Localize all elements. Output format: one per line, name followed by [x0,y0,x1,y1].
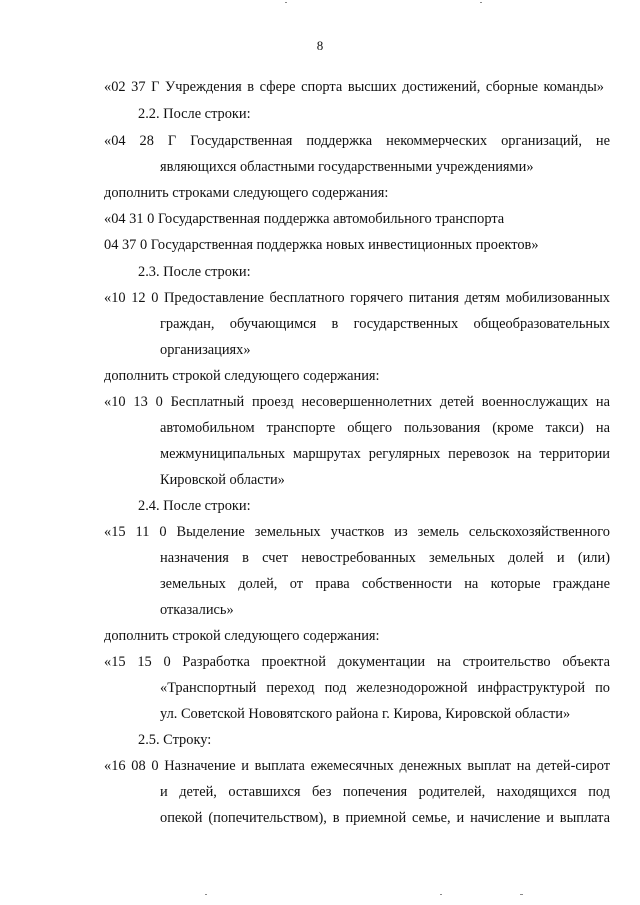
scan-artifact-bottom [520,894,523,895]
text-line: и детей, оставшихся без попечения родителей, находящихся под [160,784,610,800]
supplement-instruction [104,623,380,649]
text-line: 2.4. После строки: [138,498,251,514]
text-line: граждан, обучающимся в государственных общеобразовательных [160,316,610,332]
text-line: 2.5. Строку: [138,732,212,748]
paragraph-code-1013 [104,389,610,415]
page-number: 8 [316,38,324,53]
text-line: организациях» [160,342,251,358]
item-2-5-heading [138,727,211,753]
text-line: опекой (попечительством), в приемной семье, и начисление и выплата [160,810,610,826]
text-line: автомобильном транспорте общего пользования (кроме такси) на [160,420,610,436]
paragraph-code-1608 [104,753,610,779]
text-line: дополнить строкой следующего содержания: [104,628,380,644]
text-line: отказались» [160,602,234,618]
text-line: «15 15 0 Разработка проектной документации на строительство объекта [104,654,610,670]
paragraph-code-0428 [104,128,610,154]
text-line: «Транспортный переход под железнодорожной инфраструктурой по [160,680,610,696]
paragraph-code-1013-cont [160,415,610,493]
scan-artifact-top [285,2,287,3]
paragraph-code-0237 [104,74,604,100]
text-line: «10 13 0 Бесплатный проезд несовершеннолетних детей военнослужащих на [104,394,610,410]
paragraph-code-0428-cont [160,154,534,180]
paragraph-code-1012 [104,285,610,311]
scan-artifact-top [480,2,482,3]
text-line: ул. Советской Нововятского района г. Кирова, Кировской области» [160,706,571,722]
text-line: являющихся областными государственными учреждениями» [160,159,534,175]
text-line: 2.2. После строки: [138,106,251,122]
text-line: «04 28 Г Государственная поддержка некоммерческих организаций, не [104,133,610,149]
item-2-2-heading [138,101,251,127]
paragraph-code-1515 [104,649,610,675]
text-line: «15 11 0 Выделение земельных участков из земель сельскохозяйственного [104,524,610,540]
text-line: дополнить строками следующего содержания: [104,185,389,201]
paragraph-code-1511 [104,519,610,545]
text-line: «16 08 0 Назначение и выплата ежемесячных денежных выплат на детей-сирот [104,758,610,774]
text-line: земельных долей, от права собственности на которые граждане [160,576,610,592]
scan-artifact-bottom [205,894,207,895]
text-line: 04 37 0 Государственная поддержка новых инвестиционных проектов» [104,237,539,253]
text-line: «04 31 0 Государственная поддержка автомобильного транспорта [104,211,505,227]
text-line: «10 12 0 Предоставление бесплатного горячего питания детям мобилизованных [104,290,610,306]
text-line: Кировской области» [160,472,285,488]
text-line: назначения в счет невостребованных земельных долей и (или) [160,550,610,566]
text-line: 2.3. После строки: [138,264,251,280]
paragraph-code-1515-cont [160,675,610,727]
paragraph-code-1511-cont [160,545,610,623]
scan-artifact-bottom [440,894,442,895]
item-2-3-heading [138,259,251,285]
supplement-instruction [104,363,380,389]
supplement-instruction [104,180,388,206]
item-2-4-heading [138,493,251,519]
text-line: дополнить строкой следующего содержания: [104,368,380,384]
paragraph-code-1608-cont [160,779,610,831]
paragraph-code-0431 [104,206,539,258]
text-line: межмуниципальных маршрутах регулярных перевозок на территории [160,446,610,462]
paragraph-code-1012-cont [160,311,610,363]
text-line: «02 37 Г Учреждения в сфере спорта высших достижений, сборные команды» [104,79,604,95]
